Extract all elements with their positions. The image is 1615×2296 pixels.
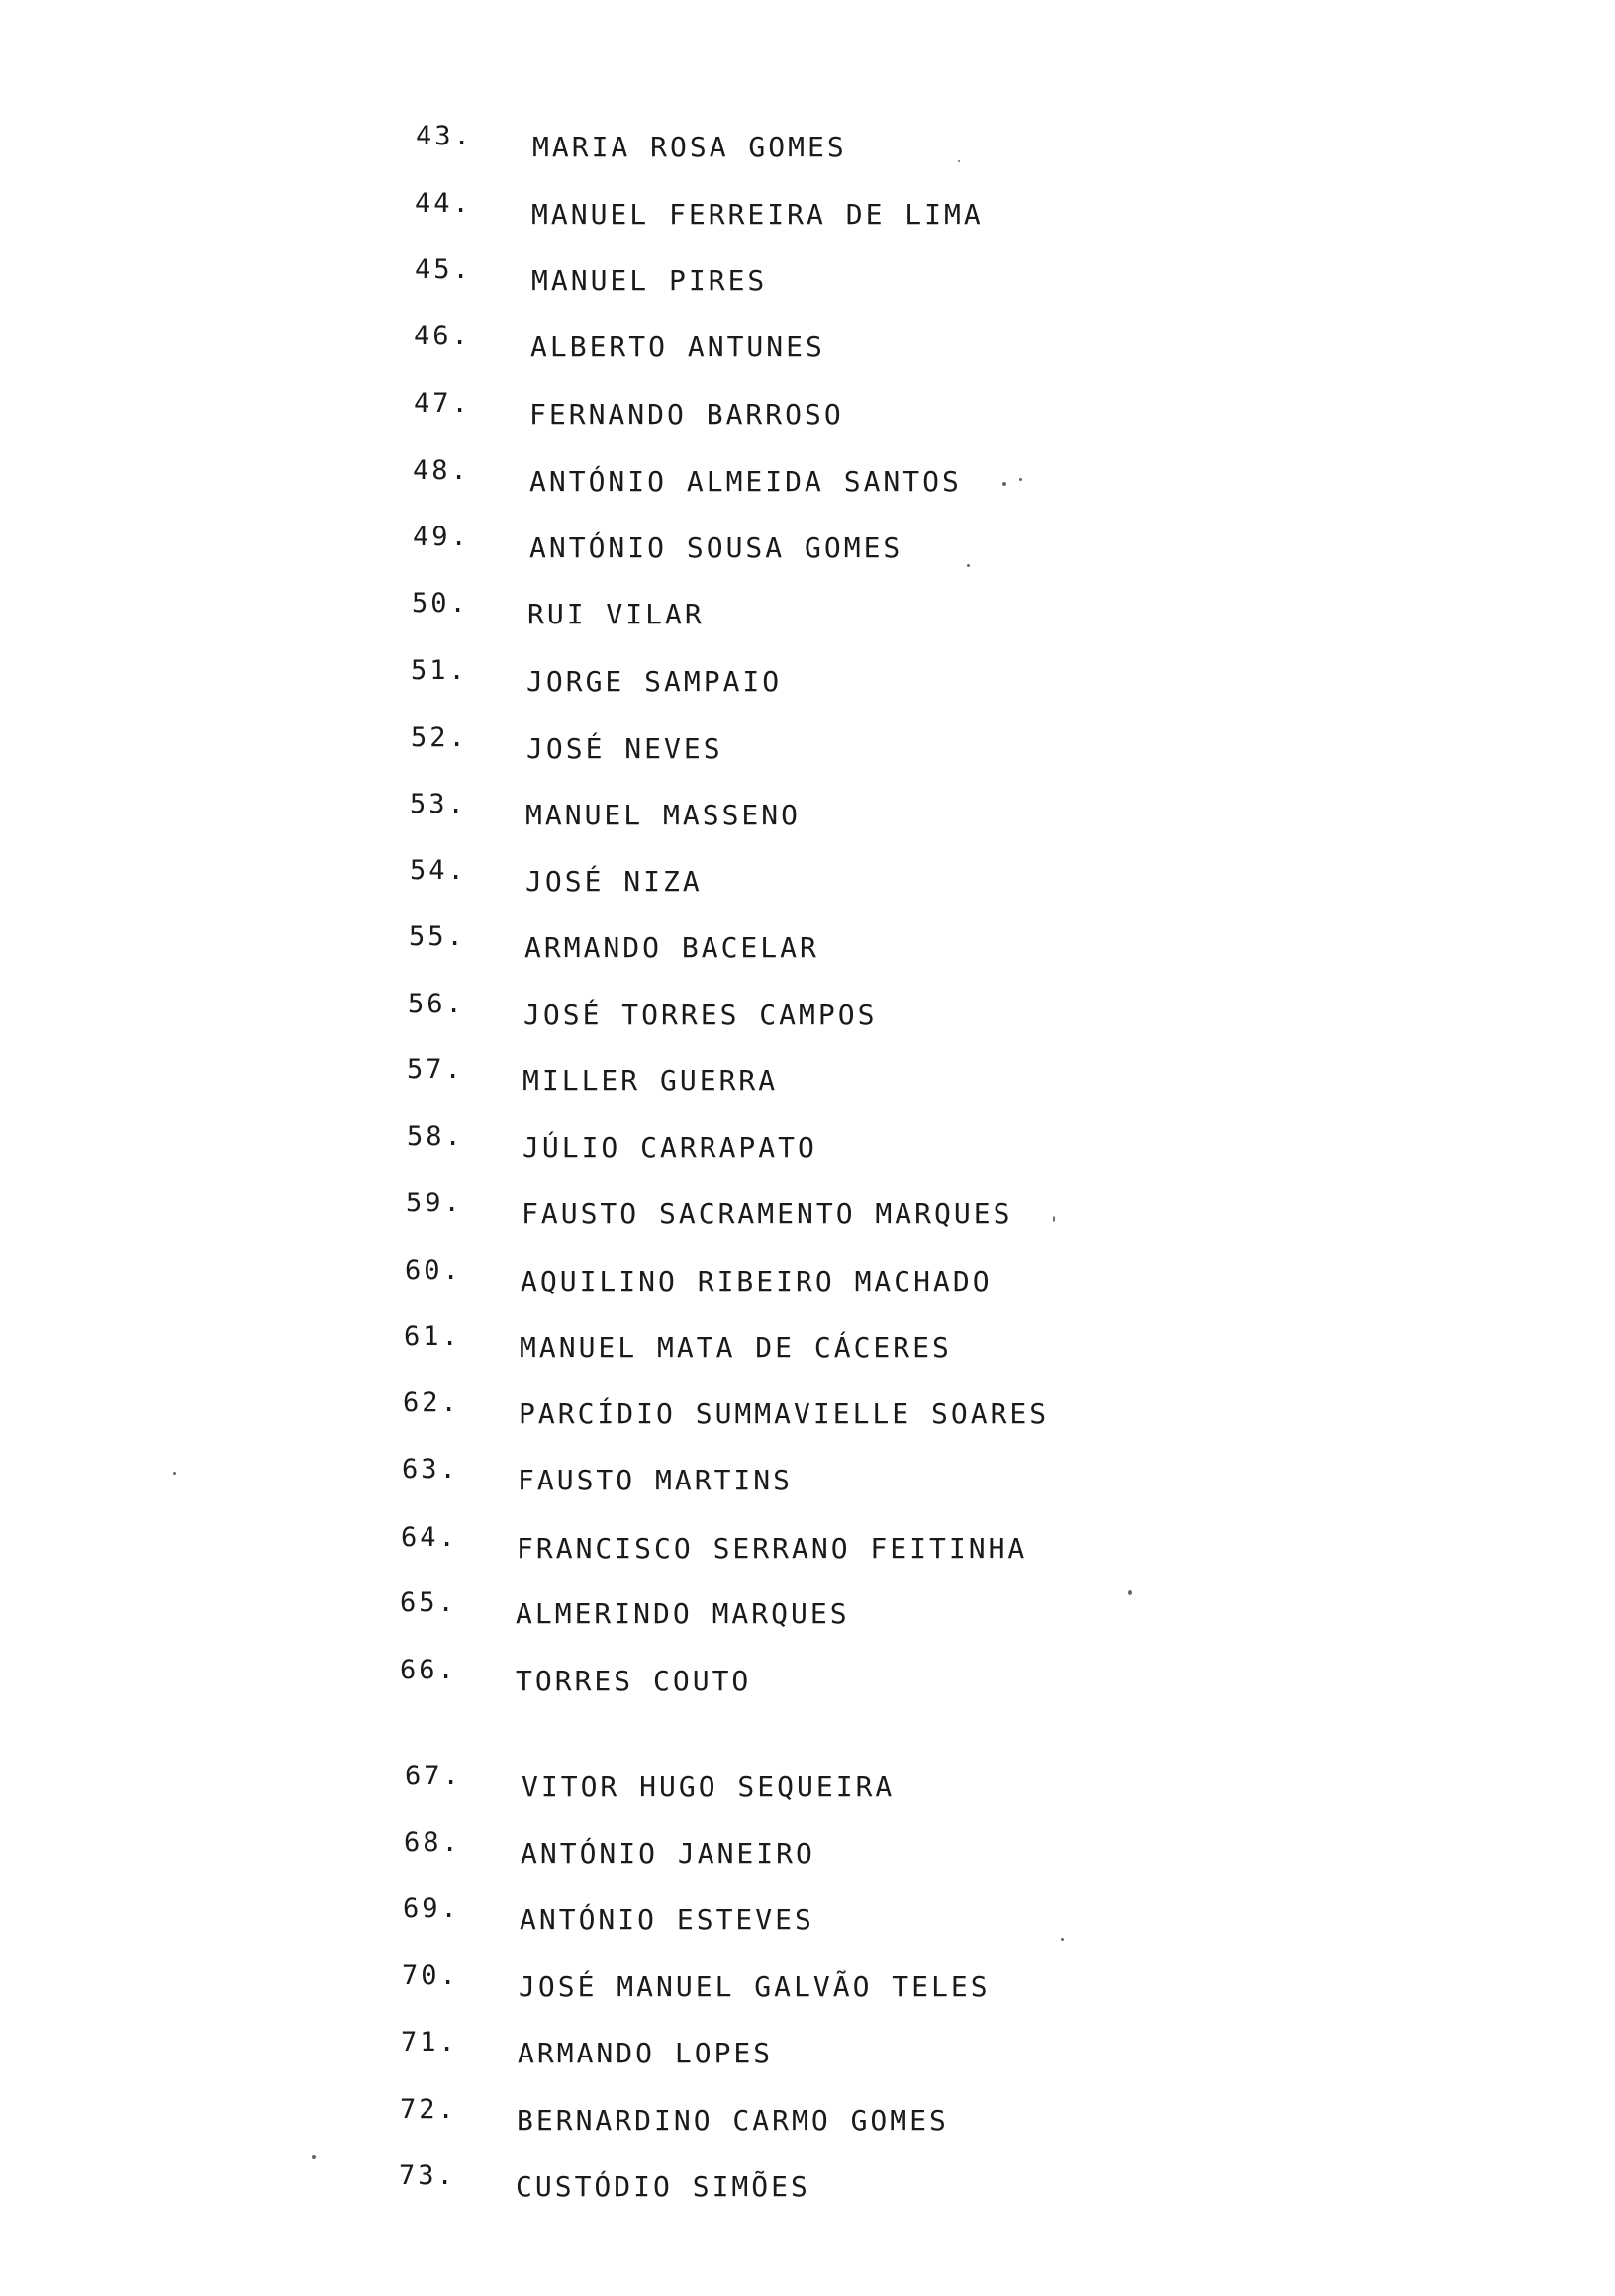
item-number: 67. xyxy=(405,1761,462,1791)
item-number: 46. xyxy=(414,321,471,351)
scan-speck xyxy=(312,2155,316,2159)
item-name: JOSÉ NEVES xyxy=(526,732,723,765)
item-name: ARMANDO BACELAR xyxy=(524,931,819,964)
item-number: 57. xyxy=(407,1054,464,1085)
item-number: 54. xyxy=(410,855,467,886)
scan-speck xyxy=(958,160,960,162)
item-number: 49. xyxy=(413,522,470,552)
item-name: JORGE SAMPAIO xyxy=(526,665,783,698)
scan-speck xyxy=(1019,478,1022,481)
item-number: 56. xyxy=(408,989,465,1019)
item-name: CUSTÓDIO SIMÕES xyxy=(516,2170,810,2203)
item-number: 48. xyxy=(413,455,470,486)
scan-speck xyxy=(967,564,970,567)
item-number: 64. xyxy=(401,1522,458,1553)
item-number: 44. xyxy=(415,188,472,219)
item-name: JÚLIO CARRAPATO xyxy=(522,1131,817,1164)
item-name: PARCÍDIO SUMMAVIELLE SOARES xyxy=(519,1397,1050,1430)
item-name: ANTÓNIO ESTEVES xyxy=(520,1903,814,1936)
item-number: 50. xyxy=(412,588,469,619)
item-name: ANTÓNIO SOUSA GOMES xyxy=(529,531,903,564)
item-name: FAUSTO SACRAMENTO MARQUES xyxy=(522,1197,1013,1230)
scan-speck xyxy=(1061,1938,1064,1941)
item-number: 62. xyxy=(403,1387,460,1418)
item-name: ANTÓNIO ALMEIDA SANTOS xyxy=(529,465,962,498)
item-number: 45. xyxy=(415,254,472,285)
item-number: 47. xyxy=(414,388,471,419)
item-number: 70. xyxy=(402,1961,459,1991)
scan-speck xyxy=(1053,1216,1055,1222)
scan-speck xyxy=(1128,1590,1132,1595)
item-name: MARIA ROSA GOMES xyxy=(532,131,847,163)
item-name: MANUEL PIRES xyxy=(531,264,768,297)
item-number: 51. xyxy=(411,655,468,686)
item-name: JOSÉ NIZA xyxy=(525,865,703,898)
item-name: JOSÉ TORRES CAMPOS xyxy=(523,999,878,1031)
item-number: 52. xyxy=(411,722,468,753)
item-name: FAUSTO MARTINS xyxy=(518,1464,794,1496)
scan-speck xyxy=(173,1472,176,1475)
item-number: 72. xyxy=(400,2094,457,2125)
item-number: 68. xyxy=(404,1827,461,1858)
item-name: VITOR HUGO SEQUEIRA xyxy=(522,1770,896,1803)
item-name: ARMANDO LOPES xyxy=(518,2037,774,2069)
scan-speck xyxy=(1002,482,1006,486)
item-name: BERNARDINO CARMO GOMES xyxy=(517,2104,949,2137)
item-name: AQUILINO RIBEIRO MACHADO xyxy=(521,1265,993,1297)
item-name: RUI VILAR xyxy=(527,598,705,630)
item-name: FERNANDO BARROSO xyxy=(529,398,844,430)
item-number: 55. xyxy=(409,921,466,952)
item-number: 61. xyxy=(404,1321,461,1352)
item-name: ALMERINDO MARQUES xyxy=(516,1597,850,1630)
item-number: 66. xyxy=(400,1655,457,1685)
item-name: MILLER GUERRA xyxy=(522,1064,779,1097)
item-number: 69. xyxy=(403,1893,460,1924)
item-name: MANUEL MASSENO xyxy=(525,799,802,831)
item-number: 53. xyxy=(410,789,467,819)
item-number: 60. xyxy=(405,1255,462,1286)
item-name: JOSÉ MANUEL GALVÃO TELES xyxy=(519,1970,991,2003)
item-number: 65. xyxy=(400,1587,457,1618)
item-name: MANUEL MATA DE CÁCERES xyxy=(520,1331,952,1364)
item-number: 73. xyxy=(399,2160,456,2191)
item-number: 59. xyxy=(406,1188,463,1218)
item-number: 71. xyxy=(401,2027,458,2057)
item-name: ALBERTO ANTUNES xyxy=(530,331,825,363)
item-name: MANUEL FERREIRA DE LIMA xyxy=(531,198,984,231)
item-name: TORRES COUTO xyxy=(516,1665,752,1697)
item-number: 63. xyxy=(402,1454,459,1484)
item-number: 43. xyxy=(416,121,473,151)
item-number: 58. xyxy=(407,1121,464,1152)
item-name: ANTÓNIO JANEIRO xyxy=(521,1837,815,1869)
item-name: FRANCISCO SERRANO FEITINHA xyxy=(517,1532,1028,1565)
